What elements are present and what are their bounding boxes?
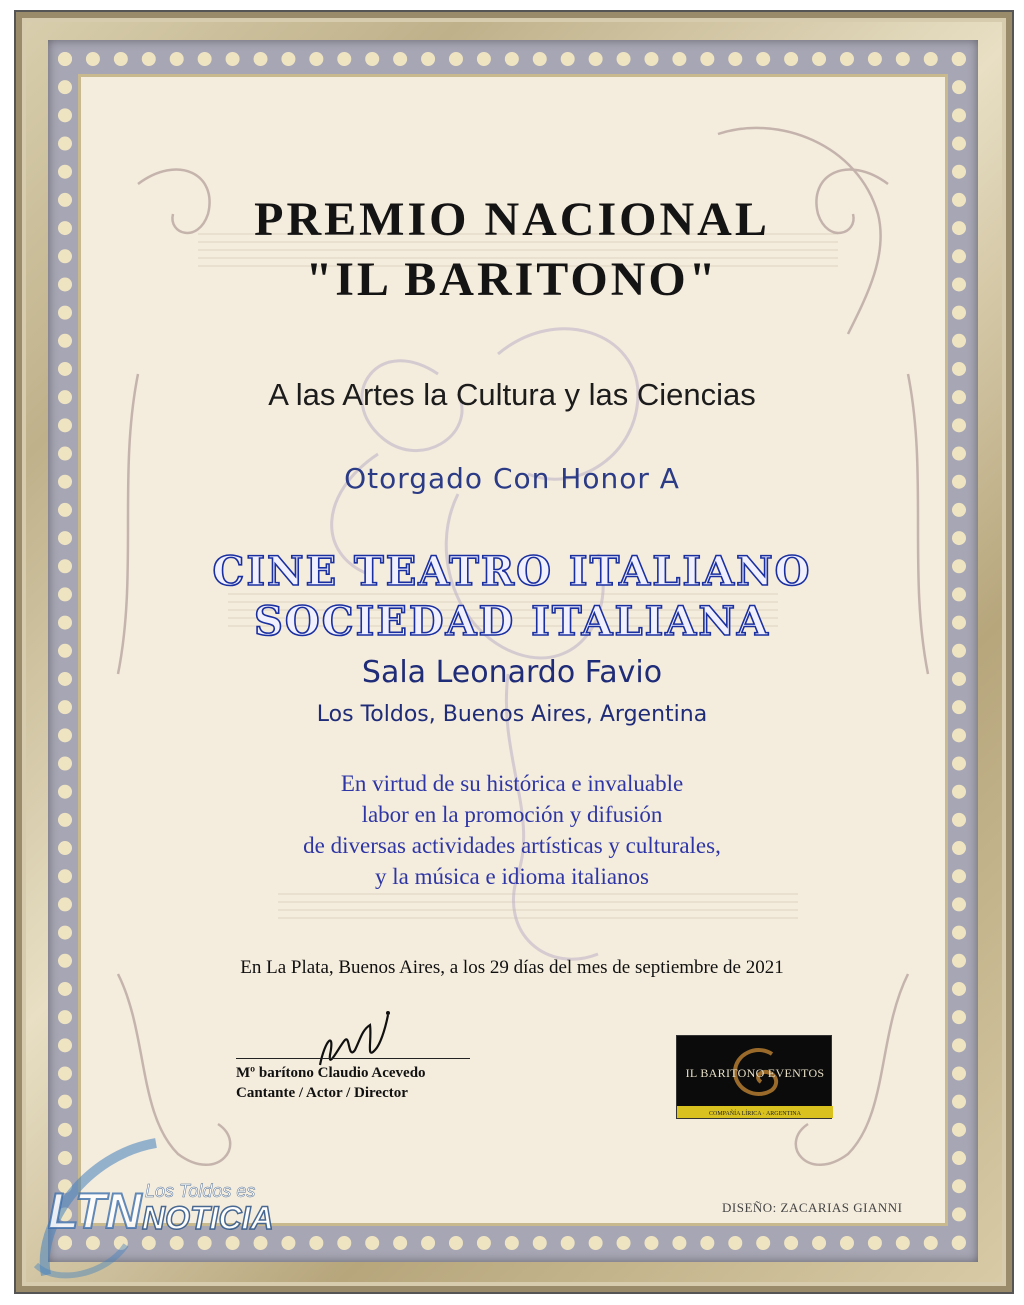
- date-line: En La Plata, Buenos Aires, a los 29 días del mes de septiembre de 2021: [240, 957, 784, 978]
- award-title-line1: PREMIO NACIONAL: [254, 193, 770, 246]
- recipient-line1: CINE TEATRO ITALIANO: [212, 548, 812, 595]
- signatory-role: Cantante / Actor / Director: [236, 1085, 408, 1101]
- virtue-text: [0, 768, 1024, 892]
- venue-name: Sala Leonardo Favio: [361, 655, 663, 690]
- virtue-line: de diversas actividades artísticas y culturales,: [303, 833, 721, 858]
- signatory-name: Mº barítono Claudio Acevedo: [236, 1065, 426, 1081]
- location-line: Los Toldos, Buenos Aires, Argentina: [316, 702, 708, 727]
- honor-line: Otorgado Con Honor A: [344, 462, 680, 495]
- award-title-line2: "IL BARITONO": [305, 253, 719, 306]
- logo-tagline: COMPAÑÍA LÍRICA · ARGENTINA: [709, 1111, 801, 1117]
- award-subtitle: A las Artes la Cultura y las Ciencias: [268, 377, 756, 412]
- virtue-line: labor en la promoción y difusión: [361, 802, 663, 827]
- design-credit: DISEÑO: ZACARIAS GIANNI: [722, 1200, 903, 1215]
- recipient-line2: SOCIEDAD ITALIANA: [254, 598, 770, 645]
- logo-name: IL BARITONO EVENTOS: [685, 1066, 825, 1080]
- watermark-los-toldos: Los Toldos es: [145, 1181, 256, 1201]
- virtue-line: En virtud de su histórica e invaluable: [340, 771, 684, 796]
- il-baritono-eventos-logo: [676, 1035, 832, 1119]
- watermark-noticia: NOTICIA: [142, 1200, 274, 1236]
- signature-line: [236, 1058, 470, 1059]
- virtue-line: y la música e idioma italianos: [374, 864, 649, 889]
- watermark-ltn: LTN: [48, 1183, 142, 1239]
